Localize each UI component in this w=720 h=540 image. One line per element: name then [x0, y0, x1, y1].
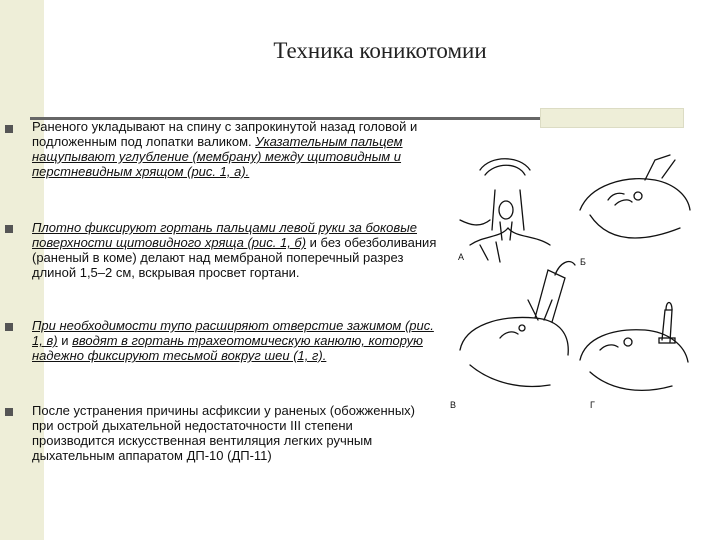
procedure-illustration [440, 150, 700, 422]
panel-label-b: Б [580, 257, 586, 267]
paragraph-4-text: После устранения причины асфиксии у раненых (обожженных) при острой дыхательной недостаточности III степени производится искусственная вентиляция легких ручным дыхательным аппаратом ДП-10 (ДП-11) [32, 403, 415, 463]
paragraph-1-text: Раненого укладывают на спину с запрокинутой назад головой и подложенным под лопатки валиком. [32, 119, 418, 149]
paragraph-2 [32, 220, 437, 280]
panel-label-d: Г [590, 400, 595, 410]
title-rule-box [540, 108, 684, 128]
panel-label-c: В [450, 400, 457, 410]
slide-title: Техника коникотомии [273, 38, 487, 63]
paragraph-2-underlined: Плотно фиксируют гортань пальцами левой руки за боковые поверхности щитовидного хряща (рис. 1, б) [32, 220, 417, 250]
paragraph-3-mid: и [57, 333, 73, 348]
panel-a-drawing [460, 159, 550, 262]
paragraph-4 [32, 403, 437, 463]
bullet-square-icon [5, 408, 13, 416]
procedure-illustration-svg [440, 150, 700, 422]
paragraph-1 [32, 119, 437, 179]
bullet-square-icon [5, 225, 13, 233]
paragraph-2-text: и без обезболивания (раненый в коме) делают над мембраной поперечный разрез длиной 1,5–2 см, вскрывая просвет гортани. [32, 235, 437, 280]
paragraph-1-underlined: Указательным пальцем нащупывают углубление (мембрану) между щитовидным и перстневидным хрящом (рис. 1, а). [32, 134, 403, 179]
bullet-square-icon [5, 323, 13, 331]
paragraph-3-underlined-2: вводят в гортань трахеотомическую канюлю, которую надежно фиксируют тесьмой вокруг шеи (1, г). [32, 333, 423, 363]
paragraph-3 [32, 318, 437, 363]
paragraph-3-underlined: При необходимости тупо расширяют отверстие зажимом (рис. 1, в) [32, 318, 434, 348]
bullet-square-icon [5, 125, 13, 133]
panel-b-drawing [580, 155, 690, 238]
panel-label-a: А [458, 252, 465, 262]
panel-c-drawing [460, 262, 575, 387]
panel-d-drawing [580, 303, 688, 391]
